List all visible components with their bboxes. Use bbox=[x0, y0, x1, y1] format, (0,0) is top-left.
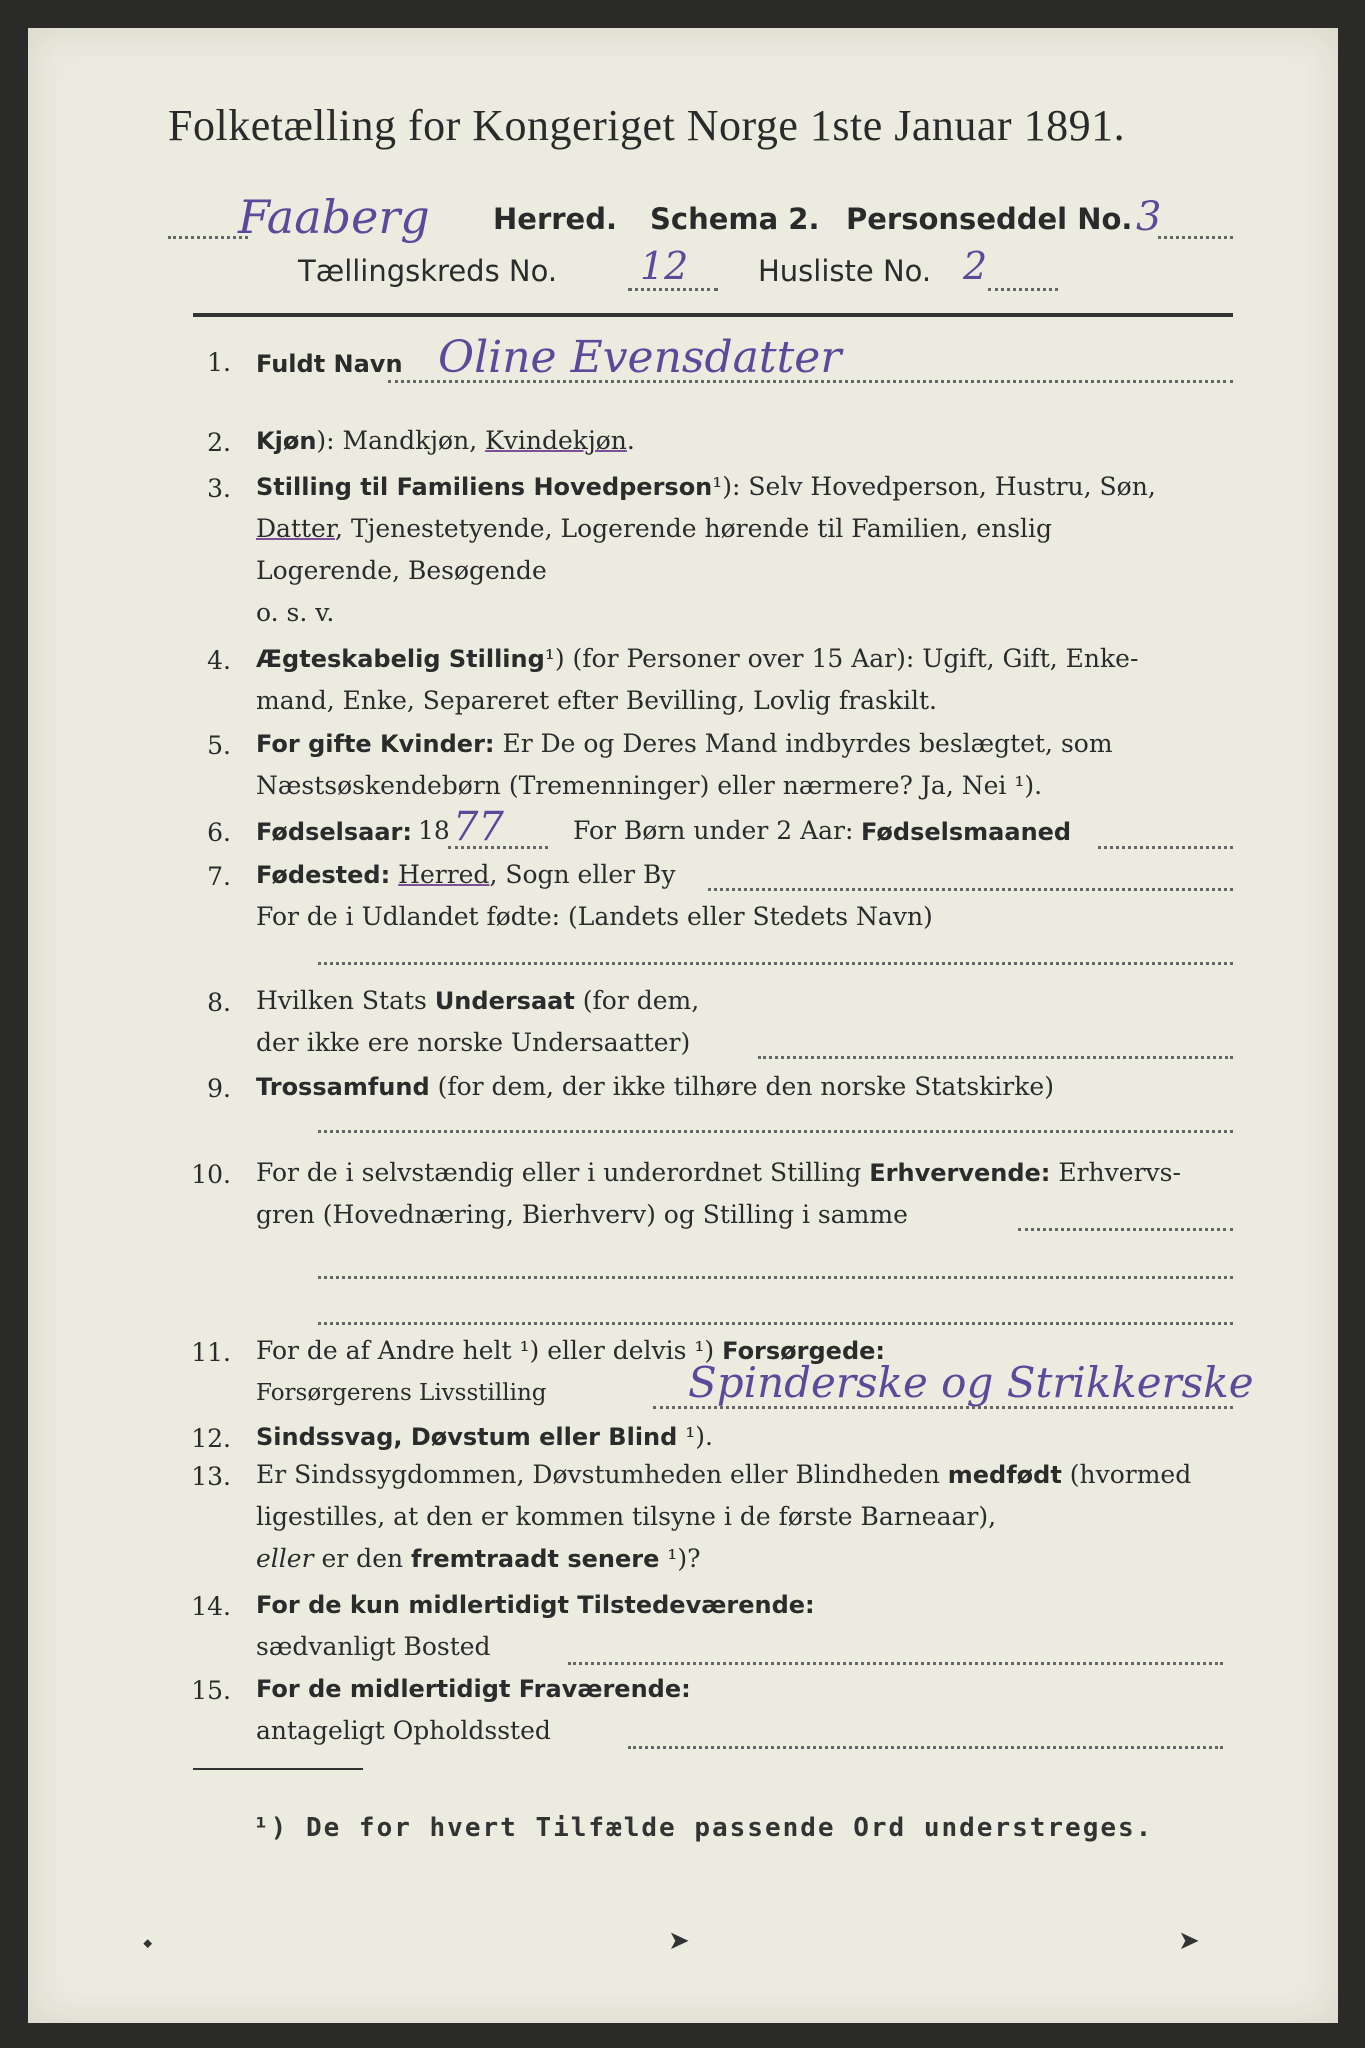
corner-mark-left: ⬩ bbox=[143, 1928, 153, 1958]
form-title: Folketælling for Kongeriget Norge 1ste Januar 1891. bbox=[168, 101, 1126, 150]
herred-label: Herred. bbox=[493, 202, 617, 236]
center-mark: ➤ bbox=[668, 1926, 690, 1956]
schema-label: Schema 2. bbox=[650, 202, 820, 236]
datter-selected: Datter bbox=[256, 514, 336, 543]
birth-year-value: 77 bbox=[453, 804, 504, 850]
header-rule bbox=[193, 313, 1233, 317]
kvindekjon-selected: Kvindekjøn bbox=[485, 426, 627, 455]
personseddel-label: Personseddel No. bbox=[846, 202, 1133, 236]
husliste-label: Husliste No. bbox=[758, 254, 932, 288]
corner-mark-right: ➤ bbox=[1178, 1926, 1200, 1956]
census-form-sheet: Folketælling for Kongeriget Norge 1ste Januar 1891. Faaberg Herred. Schema 2. Personseddel No. 3 Tællingskreds No. 12 Husliste No. 2 1. Fuldt Navn Oline Evensdatter 2. Kjøn): Mandkjøn, Kvindekjøn. 3. Stilling til Familiens Hovedperson¹): Selv Hovedperson, Hustru, Søn, Datter, Tjenestetyende, Logerende hørende til Familien, enslig Logerende, Besøgende o. s. v. 4. Ægteskabelig Stilling¹) (for Personer over 15 Aar): Ugift, Gift, Enke- mand, Enke, Separeret efter Bevilling, Lovlig fraskilt. 5. For gifte Kvinder: Er De og Deres Mand indbyrdes beslægtet, som Næstsøskendebørn (Tremenninger) eller nærmere? Ja, Nei ¹). 6. Fødselsaar: 18 77 For Børn under 2 Aar: Fødselsmaaned 7. Fødested: Herred, Sogn eller By For de i Udlandet fødte: (Landets eller Stedets Navn) 8. Hvilken Stats Undersaat (for dem, der ikke ere norske Undersaatter) 9. Trossamfund (for dem, der ikke tilhøre den norske Statskirke) 10. For de i selvstændig eller i underordnet Stilling Erhvervende: Erhvervs- gren (Hovednæring, Bierhverv) og Stilling i samme 11. For de af Andre helt ¹) eller delvis ¹) Forsørgede: Forsørgerens Livsstilling Spinderske og Strikkerske 12. Sindssvag, Døvstum eller Blind ¹). 13. Er Sindssygdommen, Døvstumheden eller Blindheden medfødt (hvormed ligestilles, at den er kommen tilsyne i de første Barneaar), eller er den fremtraadt senere ¹)? 14. For de kun midlertidigt Tilstedeværende: sædvanligt Bosted 15. For de midlertidigt Fraværende: antageligt Opholdssted ¹) De for hvert Tilfælde passende Ord understreges. ⬩ ➤ ➤ bbox=[28, 28, 1338, 2023]
personseddel-no: 3 bbox=[1136, 194, 1162, 240]
forsorger-value: Spinderske og Strikkerske bbox=[688, 1358, 1254, 1407]
herred-name: Faaberg bbox=[238, 190, 430, 244]
herred-selected: Herred bbox=[398, 860, 490, 889]
husliste-no: 2 bbox=[963, 244, 988, 288]
full-name-value: Oline Evensdatter bbox=[438, 332, 842, 383]
kreds-no: 12 bbox=[640, 244, 689, 288]
kreds-label: Tællingskreds No. bbox=[298, 254, 558, 288]
footnote: ¹) De for hvert Tilfælde passende Ord understreges. bbox=[253, 1813, 1154, 1843]
footnote-rule bbox=[193, 1768, 363, 1770]
